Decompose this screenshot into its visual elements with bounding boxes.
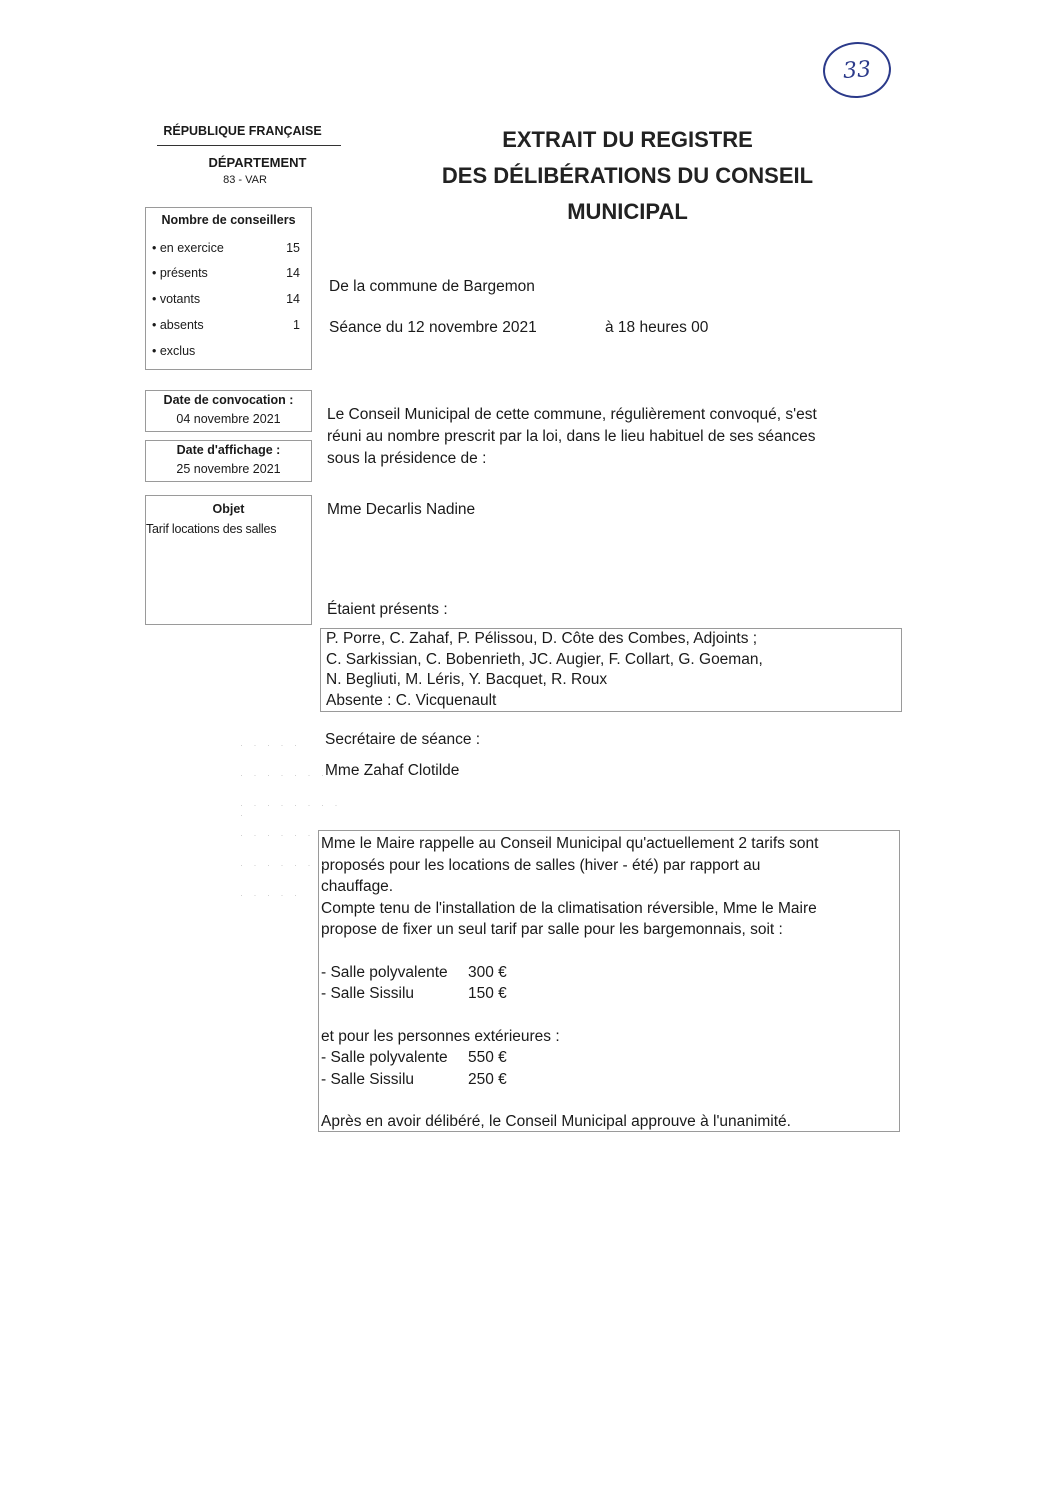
absent-line: Absente : C. Vicquenault (326, 691, 497, 709)
convocation-date-box (145, 390, 312, 432)
scan-artifact: · · · · · (240, 740, 301, 750)
presents-line: C. Sarkissian, C. Bobenrieth, JC. Augier, F. Collart, G. Goeman, (326, 650, 763, 668)
count-value: 1 (293, 318, 300, 332)
objet-label: Objet (212, 502, 245, 516)
scan-artifact: · · · · · (240, 890, 301, 900)
page-number-text: 33 (842, 56, 872, 84)
count-label: • exclus (152, 344, 196, 358)
affichage-label: Date d'affichage : (176, 443, 281, 457)
secretaire-name: Mme Zahaf Clotilde (325, 762, 460, 779)
commune-line: De la commune de Bargemon (329, 278, 535, 295)
delib-line: Mme le Maire rappelle au Conseil Municipal qu'actuellement 2 tarifs sont (321, 835, 819, 852)
tarif-exterieur-row (321, 1069, 899, 1091)
affichage-date-box (145, 440, 312, 482)
exterieurs-label: et pour les personnes extérieures : (321, 1027, 560, 1045)
salle-name: - Salle Sissilu (321, 1070, 415, 1088)
convocation-label: Date de convocation : (163, 393, 294, 407)
presents-list (326, 629, 763, 711)
header-divider (157, 145, 341, 146)
objet-text: Tarif locations des salles (146, 522, 277, 536)
intro-line: sous la présidence de : (327, 450, 487, 467)
delib-line: propose de fixer un seul tarif par salle pour les bargemonnais, soit : (321, 921, 783, 938)
salle-price: 550 € (468, 1049, 507, 1066)
tarif-exterieur-row (321, 1047, 899, 1069)
title-line-2: DES DÉLIBÉRATIONS DU CONSEIL (441, 163, 814, 188)
intro-line: réuni au nombre prescrit par la loi, dans le lieu habituel de ses séances (327, 428, 816, 445)
count-label: • en exercice (152, 241, 224, 255)
scan-artifact: · · · · · · (240, 830, 315, 840)
seance-date: Séance du 12 novembre 2021 (329, 319, 537, 336)
count-label: • absents (152, 318, 204, 332)
department-value: 83 - VAR (223, 174, 267, 186)
salle-price: 150 € (468, 985, 507, 1002)
count-value: 14 (286, 292, 300, 306)
counts-heading: Nombre de conseillers (161, 213, 296, 227)
republic-label: RÉPUBLIQUE FRANÇAISE (163, 124, 322, 138)
presents-label: Étaient présents : (327, 601, 448, 618)
tarif-local-row (321, 962, 899, 984)
intro-paragraph (327, 404, 907, 470)
title-line-3: MUNICIPAL (567, 199, 688, 224)
delib-line: chauffage. (321, 878, 394, 895)
secretaire-label: Secrétaire de séance : (325, 731, 481, 748)
scan-artifact: · · · · · · · (240, 860, 328, 870)
scan-artifact: · · · · · · · · (240, 770, 342, 780)
salle-name: - Salle polyvalente (321, 1049, 448, 1066)
department-label: DÉPARTEMENT (208, 155, 307, 170)
objet-box (145, 495, 312, 625)
deliberation-box (318, 830, 900, 1132)
presents-line: N. Begliuti, M. Léris, Y. Bacquet, R. Roux (326, 671, 608, 688)
presents-box (320, 628, 902, 712)
salle-name: - Salle Sissilu (321, 985, 415, 1002)
handwritten-page-number (821, 40, 893, 101)
scan-artifact: · · · · · · · · · (240, 800, 342, 820)
count-label: • votants (152, 292, 201, 306)
count-value: 14 (286, 266, 300, 280)
document-title (400, 122, 855, 230)
presents-line: P. Porre, C. Zahaf, P. Pélissou, D. Côte des Combes, Adjoints ; (326, 630, 758, 647)
salle-price: 300 € (468, 963, 507, 981)
count-value: 15 (286, 241, 300, 255)
president-name: Mme Decarlis Nadine (327, 501, 476, 518)
tarif-local-row (321, 983, 899, 1005)
title-line-1: EXTRAIT DU REGISTRE (502, 127, 753, 152)
conclusion-line: Après en avoir délibéré, le Conseil Municipal approuve à l'unanimité. (321, 1113, 791, 1130)
delib-line: Compte tenu de l'installation de la climatisation réversible, Mme le Maire (321, 899, 817, 917)
seance-time: à 18 heures 00 (605, 319, 709, 336)
convocation-date: 04 novembre 2021 (176, 412, 281, 426)
deliberation-text (321, 833, 899, 1133)
intro-line: Le Conseil Municipal de cette commune, régulièrement convoqué, s'est (327, 406, 817, 423)
salle-name: - Salle polyvalente (321, 963, 448, 981)
delib-line: proposés pour les locations de salles (hiver - été) par rapport au (321, 856, 761, 874)
count-label: • présents (152, 266, 208, 280)
affichage-date: 25 novembre 2021 (176, 462, 281, 476)
salle-price: 250 € (468, 1070, 507, 1088)
councillor-counts-box (145, 207, 312, 370)
